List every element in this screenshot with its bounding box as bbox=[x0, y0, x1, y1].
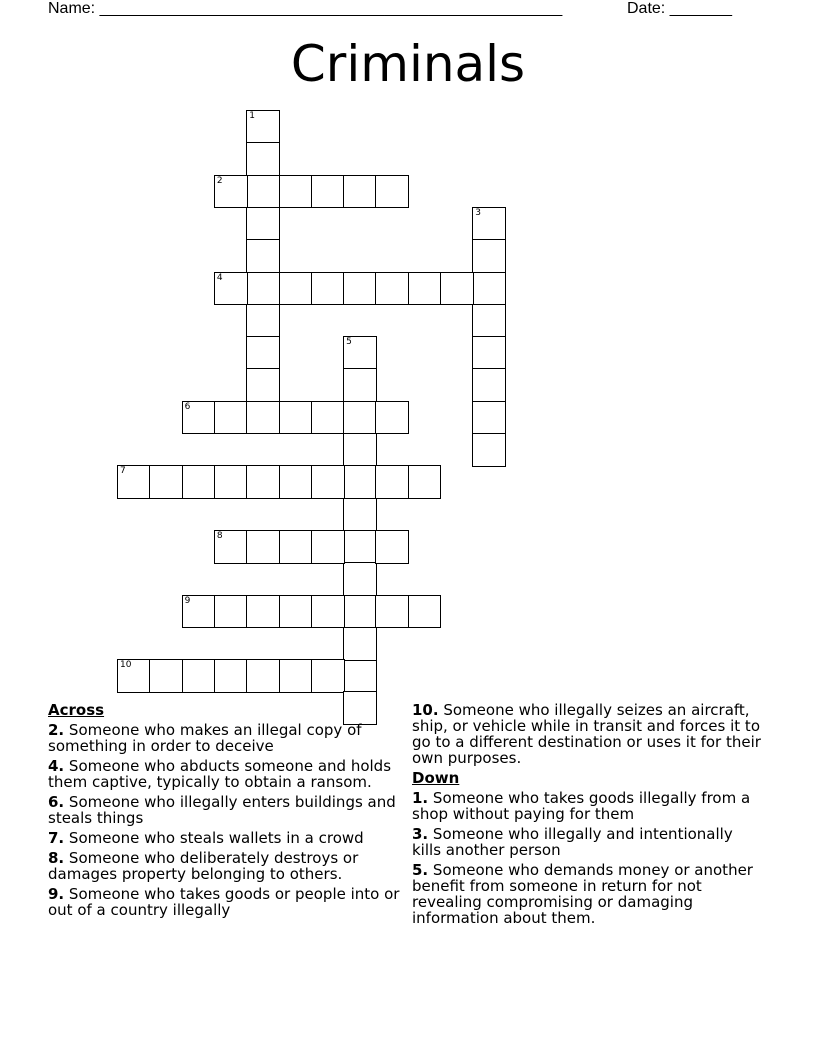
clue-across-7 bbox=[48, 830, 400, 846]
clue-number: 2. bbox=[48, 721, 65, 739]
clue-across-10 bbox=[412, 702, 762, 766]
crossword-cell[interactable] bbox=[472, 433, 506, 467]
crossword-cell[interactable] bbox=[214, 595, 248, 629]
clue-down-1 bbox=[412, 790, 762, 822]
crossword-cell[interactable] bbox=[375, 175, 409, 209]
crossword-cell[interactable] bbox=[343, 659, 377, 693]
cell-number: 2 bbox=[216, 175, 223, 186]
cell-number: 10 bbox=[120, 660, 132, 671]
crossword-cell[interactable] bbox=[246, 465, 280, 499]
crossword-cell[interactable] bbox=[246, 110, 280, 144]
crossword-cell[interactable] bbox=[214, 465, 248, 499]
cell-number: 1 bbox=[249, 111, 255, 121]
clue-text: Someone who makes an illegal copy of something in order to deceive bbox=[48, 721, 362, 755]
clue-number: 7. bbox=[48, 829, 65, 847]
clue-text: Someone who steals wallets in a crowd bbox=[68, 829, 364, 847]
crossword-cell[interactable] bbox=[311, 175, 345, 209]
crossword-cell[interactable] bbox=[117, 659, 151, 693]
crossword-cell[interactable] bbox=[343, 530, 377, 564]
clues-right-column bbox=[412, 702, 762, 930]
crossword-cell[interactable] bbox=[279, 465, 313, 499]
crossword-cell[interactable] bbox=[246, 272, 280, 306]
crossword-cell[interactable] bbox=[279, 175, 313, 209]
crossword-cell[interactable] bbox=[375, 465, 409, 499]
crossword-cell[interactable] bbox=[246, 659, 280, 693]
crossword-cell[interactable] bbox=[408, 272, 442, 306]
crossword-cell[interactable] bbox=[311, 272, 345, 306]
clue-down-3 bbox=[412, 826, 762, 858]
cell-number: 7 bbox=[120, 466, 126, 477]
clue-number: 10. bbox=[412, 701, 439, 719]
crossword-cell[interactable] bbox=[214, 659, 248, 693]
clue-number: 6. bbox=[48, 793, 65, 811]
crossword-cell[interactable] bbox=[375, 401, 409, 435]
clue-number: 5. bbox=[412, 861, 429, 879]
crossword-cell[interactable] bbox=[343, 401, 377, 435]
crossword-cell[interactable] bbox=[343, 498, 377, 532]
crossword-cell[interactable] bbox=[472, 401, 506, 435]
crossword-cell[interactable] bbox=[375, 595, 409, 629]
page-title: Criminals bbox=[290, 35, 526, 93]
crossword-cell[interactable] bbox=[343, 272, 377, 306]
crossword-cell[interactable] bbox=[440, 272, 474, 306]
clue-number: 4. bbox=[48, 757, 65, 775]
clue-number: 1. bbox=[412, 789, 429, 807]
crossword-cell[interactable] bbox=[375, 272, 409, 306]
crossword-cell[interactable] bbox=[343, 433, 377, 467]
crossword-cell[interactable] bbox=[246, 207, 280, 241]
crossword-cell[interactable] bbox=[343, 595, 377, 629]
clue-across-9 bbox=[48, 886, 400, 918]
clue-text: Someone who takes goods illegally from a shop without paying for them bbox=[412, 789, 751, 823]
name-field[interactable]: Name: ____________________________________________________ bbox=[48, 0, 563, 17]
date-field[interactable]: Date: _______ bbox=[627, 0, 732, 17]
crossword-cell[interactable] bbox=[343, 336, 377, 370]
clue-across-2 bbox=[48, 722, 400, 754]
crossword-cell[interactable] bbox=[182, 659, 216, 693]
crossword-cell[interactable] bbox=[343, 175, 377, 209]
crossword-cell[interactable] bbox=[246, 304, 280, 338]
crossword-cell[interactable] bbox=[311, 465, 345, 499]
clue-text: Someone who deliberately destroys or damages property belonging to others. bbox=[48, 849, 359, 883]
crossword-cell[interactable] bbox=[311, 595, 345, 629]
clue-number: 9. bbox=[48, 885, 65, 903]
cell-number: 6 bbox=[184, 401, 191, 412]
crossword-cell[interactable] bbox=[472, 272, 506, 306]
crossword-cell[interactable] bbox=[408, 595, 442, 629]
crossword-cell[interactable] bbox=[246, 142, 280, 176]
crossword-cell[interactable] bbox=[246, 175, 280, 209]
clue-across-6 bbox=[48, 794, 400, 826]
crossword-cell[interactable] bbox=[149, 659, 183, 693]
crossword-cell[interactable] bbox=[472, 239, 506, 273]
crossword-cell[interactable] bbox=[182, 401, 216, 435]
crossword-cell[interactable] bbox=[472, 207, 506, 241]
crossword-cell[interactable] bbox=[311, 530, 345, 564]
clues-left-column bbox=[48, 702, 400, 922]
crossword-cell[interactable] bbox=[343, 627, 377, 661]
cell-number: 9 bbox=[184, 595, 191, 606]
crossword-cell[interactable] bbox=[472, 304, 506, 338]
crossword-cell[interactable] bbox=[246, 401, 280, 435]
clue-across-4 bbox=[48, 758, 400, 790]
crossword-cell[interactable] bbox=[311, 401, 345, 435]
clue-down-5 bbox=[412, 862, 762, 926]
crossword-cell[interactable] bbox=[375, 530, 409, 564]
cell-number: 8 bbox=[216, 530, 223, 541]
clue-text: Someone who illegally seizes an aircraft, ship, or vehicle while in transit and forces it to go to a different destination or uses it for their own purposes. bbox=[412, 701, 761, 767]
crossword-cell[interactable] bbox=[408, 465, 442, 499]
crossword-cell[interactable] bbox=[343, 465, 377, 499]
crossword-cell[interactable] bbox=[279, 659, 313, 693]
cell-number: 4 bbox=[216, 272, 223, 283]
crossword-cell[interactable] bbox=[279, 272, 313, 306]
crossword-cell[interactable] bbox=[149, 465, 183, 499]
crossword-cell[interactable] bbox=[117, 465, 151, 499]
crossword-cell[interactable] bbox=[246, 595, 280, 629]
crossword-cell[interactable] bbox=[279, 595, 313, 629]
crossword-cell[interactable] bbox=[311, 659, 345, 693]
crossword-cell[interactable] bbox=[246, 239, 280, 273]
crossword-cell[interactable] bbox=[214, 272, 248, 306]
crossword-cell[interactable] bbox=[214, 175, 248, 209]
down-heading: Down bbox=[412, 769, 460, 787]
crossword-cell[interactable] bbox=[343, 562, 377, 596]
crossword-cell[interactable] bbox=[182, 595, 216, 629]
crossword-cell[interactable] bbox=[343, 368, 377, 402]
crossword-cell[interactable] bbox=[472, 336, 506, 370]
clue-text: Someone who abducts someone and holds them captive, typically to obtain a ransom. bbox=[48, 757, 392, 791]
clue-text: Someone who illegally and intentionally kills another person bbox=[412, 825, 733, 859]
crossword-cell[interactable] bbox=[279, 530, 313, 564]
crossword-cell[interactable] bbox=[182, 465, 216, 499]
crossword-cell[interactable] bbox=[246, 530, 280, 564]
clue-across-8 bbox=[48, 850, 400, 882]
clue-number: 3. bbox=[412, 825, 429, 843]
crossword-cell[interactable] bbox=[279, 401, 313, 435]
crossword-cell[interactable] bbox=[472, 368, 506, 402]
clue-text: Someone who demands money or another benefit from someone in return for not revealing compromising or damaging information about them. bbox=[412, 861, 753, 927]
across-heading: Across bbox=[48, 701, 105, 719]
cell-number: 5 bbox=[346, 337, 352, 348]
crossword-cell[interactable] bbox=[214, 530, 248, 564]
clue-text: Someone who illegally enters buildings and steals things bbox=[48, 793, 396, 827]
cell-number: 3 bbox=[475, 207, 482, 218]
crossword-cell[interactable] bbox=[246, 336, 280, 370]
crossword-cell[interactable] bbox=[214, 401, 248, 435]
clue-text: Someone who takes goods or people into or out of a country illegally bbox=[48, 885, 400, 919]
clue-number: 8. bbox=[48, 849, 65, 867]
crossword-cell[interactable] bbox=[246, 368, 280, 402]
